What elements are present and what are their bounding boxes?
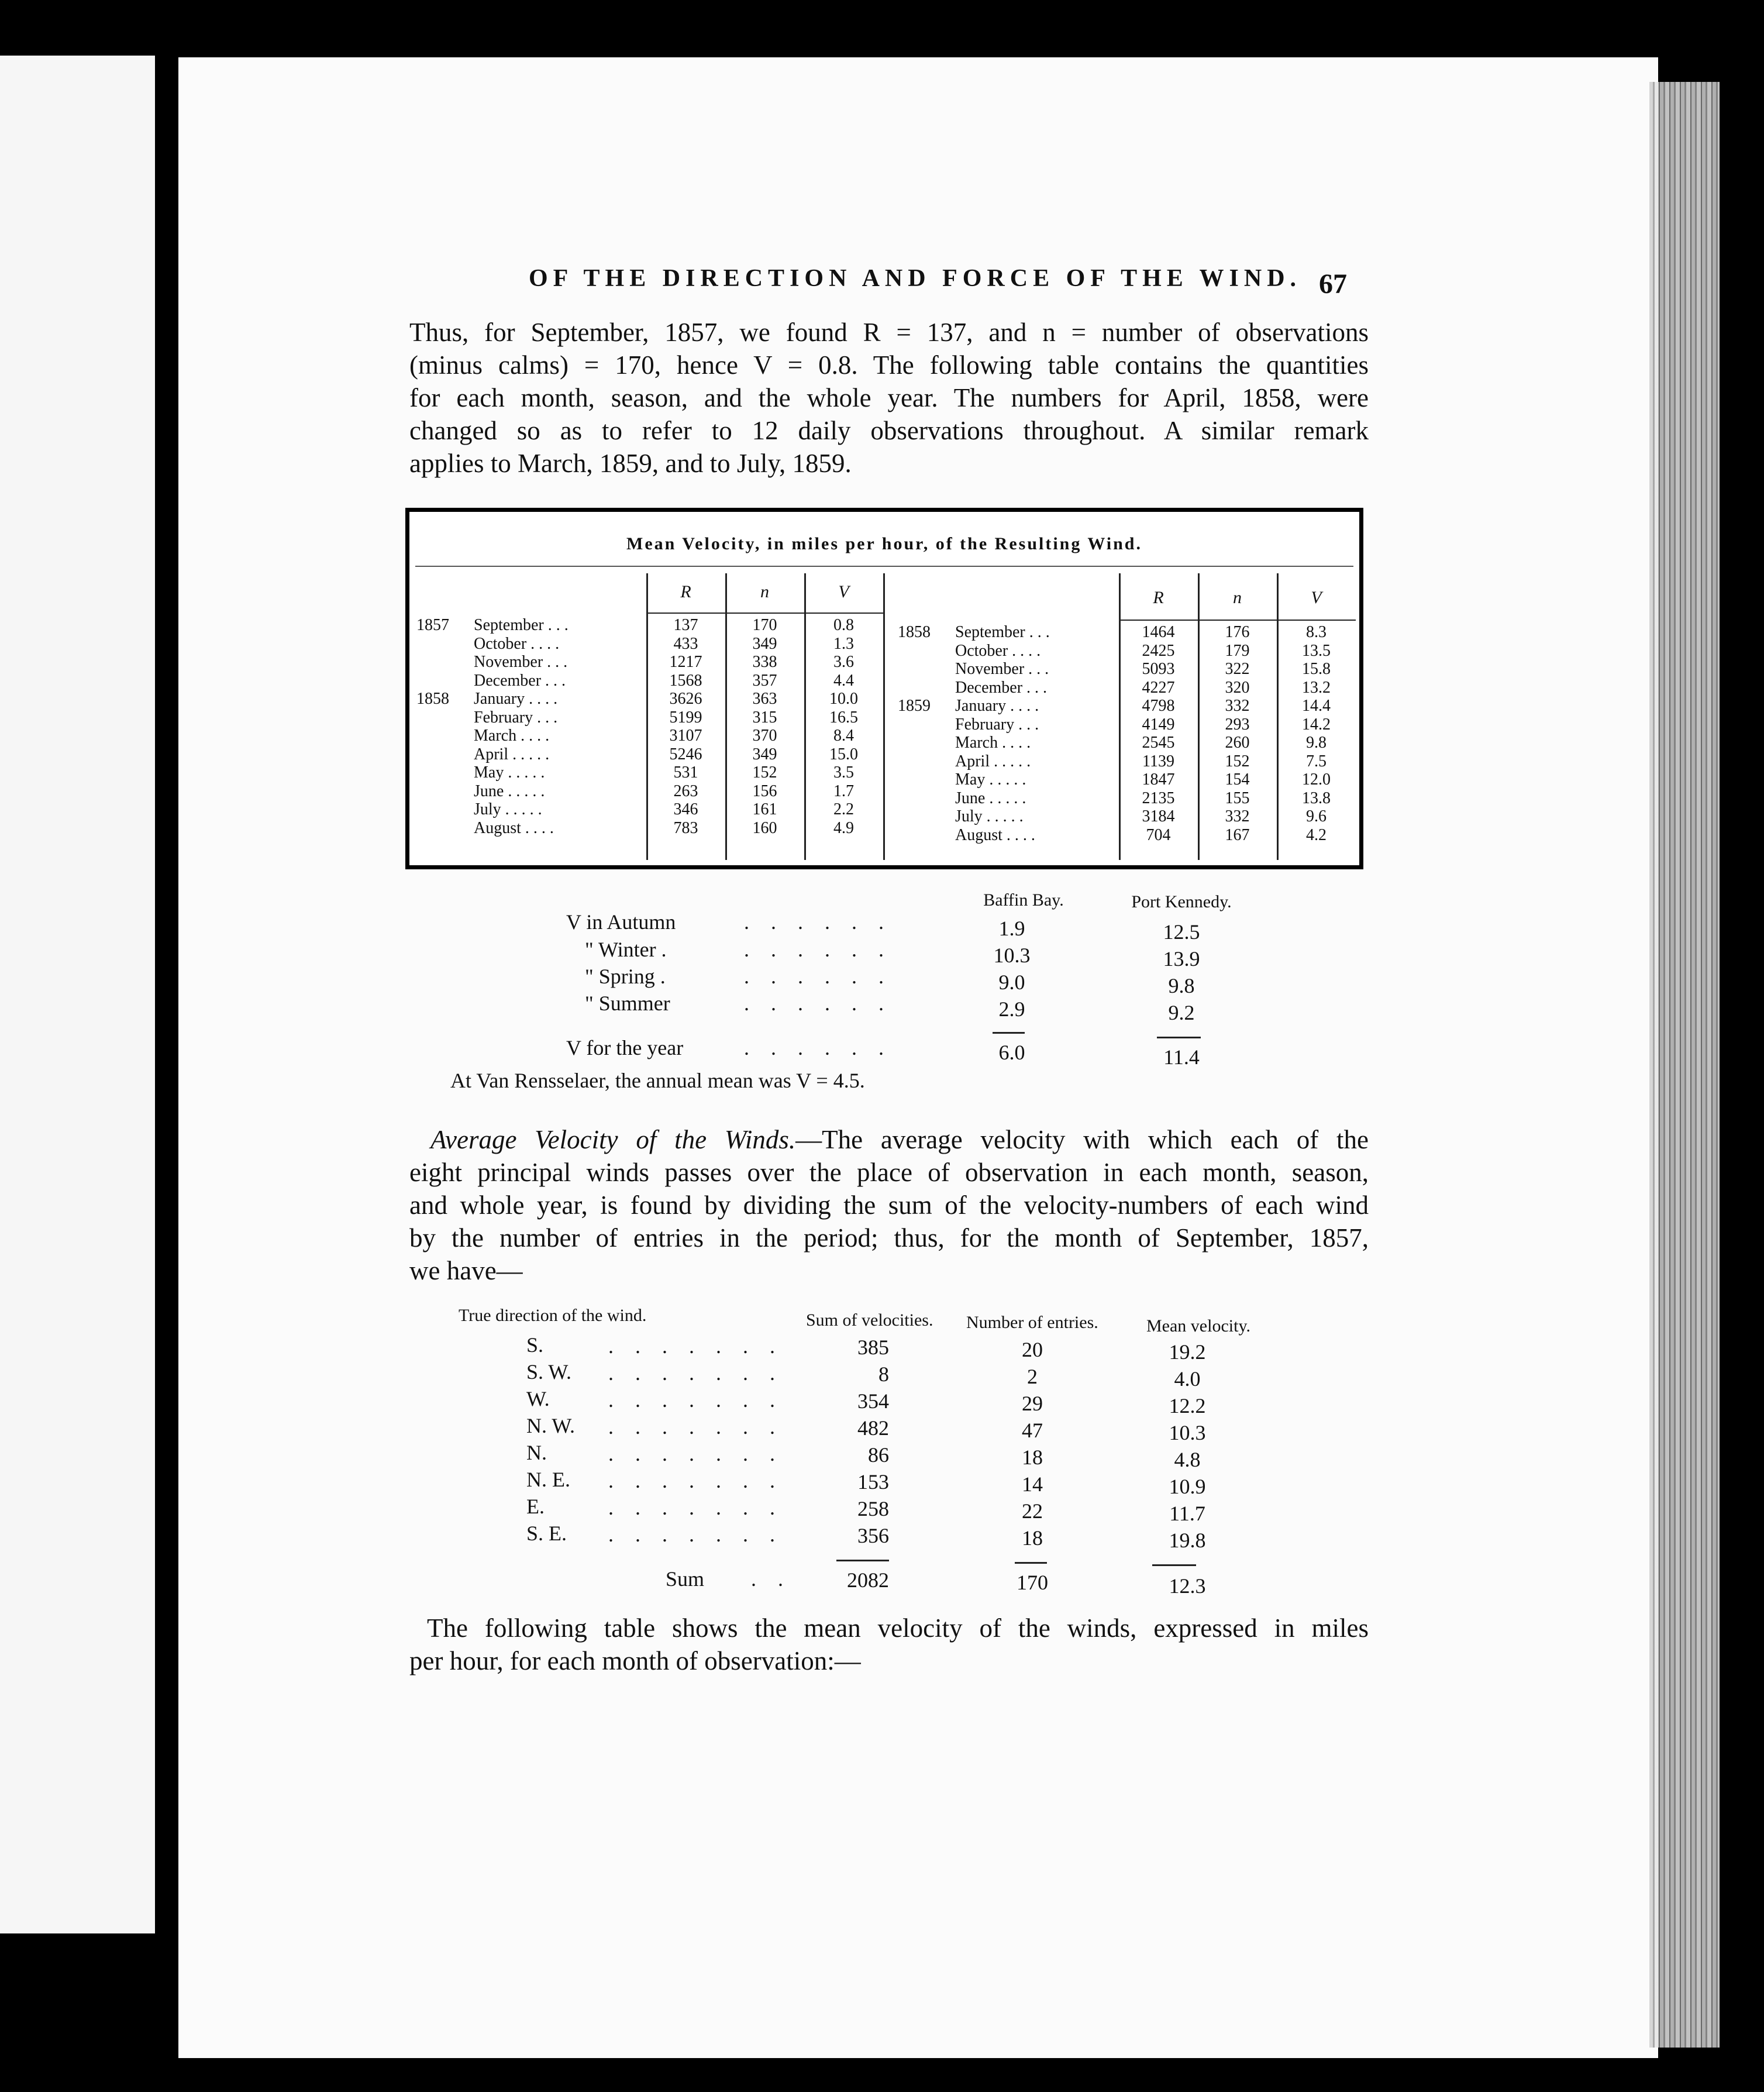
n-value: 338 (752, 653, 777, 671)
r-value-column (1119, 623, 1198, 844)
r-value: 5199 (669, 708, 702, 727)
text-line: changed so as to refer to 12 daily observations throughout. A similar remark (409, 416, 1369, 445)
entries-cell: 2 (1027, 1365, 1038, 1388)
season-label: " Summer (585, 992, 670, 1015)
n-value: 349 (752, 634, 777, 653)
v-value: 4.9 (833, 818, 854, 837)
mean-velocity-table (405, 508, 1363, 869)
direction-cell: N. E. (526, 1468, 570, 1491)
v-value: 1.3 (833, 634, 854, 653)
v-value: 16.5 (829, 708, 858, 727)
month-label: January . . . . (474, 690, 558, 708)
n-value: 160 (752, 818, 777, 837)
month-label: July . . . . . (955, 807, 1024, 825)
direction-cell: E. (526, 1495, 545, 1518)
total-sum: 2082 (847, 1568, 889, 1592)
v-value: 3.5 (833, 763, 854, 782)
n-value: 161 (752, 800, 777, 818)
left-page-edge (0, 56, 155, 1933)
sum-cell: 482 (857, 1416, 889, 1440)
sum-cell: 356 (857, 1524, 889, 1547)
v-value: 15.0 (829, 745, 858, 763)
r-value: 1568 (669, 671, 702, 690)
table-title: Mean Velocity, in miles per hour, of the Resulting Wind. (626, 534, 1142, 553)
r-value: 137 (673, 616, 698, 634)
kennedy-year-value: 11.4 (1163, 1045, 1200, 1069)
r-value: 5246 (669, 745, 702, 763)
text-line: we have— (409, 1256, 523, 1285)
r-value: 704 (1146, 825, 1171, 844)
leader-dots: . . . . . . (744, 910, 892, 934)
direction-cell: S. E. (526, 1522, 567, 1545)
r-value: 2545 (1142, 734, 1175, 752)
month-label: March . . . . (474, 727, 550, 745)
sum-header: Sum of velocities. (806, 1310, 933, 1330)
port-kennedy-header: Port Kennedy. (1131, 892, 1232, 911)
month-label: November . . . (955, 660, 1049, 678)
leader-dots: . . (751, 1567, 791, 1591)
month-label: July . . . . . (474, 800, 542, 818)
v-value: 8.4 (833, 727, 854, 745)
v-value: 8.3 (1306, 623, 1327, 641)
v-value: 9.8 (1306, 734, 1327, 752)
v-value: 1.7 (833, 782, 854, 800)
direction-cell: N. W. (526, 1414, 576, 1437)
r-value: 1847 (1142, 770, 1175, 789)
v-value: 9.6 (1306, 807, 1327, 825)
r-value: 346 (673, 800, 698, 818)
n-value: 357 (752, 671, 777, 690)
n-value: 320 (1225, 678, 1250, 697)
n-value: 293 (1225, 715, 1250, 734)
direction-cell: N. (526, 1441, 547, 1464)
sum-cell: 153 (857, 1470, 889, 1494)
leader-dots: . . . . . . (744, 965, 892, 988)
text-line: applies to March, 1859, and to July, 1859. (409, 449, 852, 478)
month-label: January . . . . (955, 697, 1039, 715)
month-label: May . . . . . (474, 763, 545, 782)
month-label: June . . . . . (955, 789, 1026, 807)
r-value: 3107 (669, 727, 702, 745)
column-header-r: R (680, 582, 691, 601)
sum-rule (1157, 1037, 1201, 1038)
average-velocity-paragraph (409, 1123, 1369, 1287)
month-label-column (474, 616, 569, 837)
n-value: 152 (1225, 752, 1250, 770)
mean-cell: 12.2 (1169, 1394, 1206, 1417)
month-label: November . . . (474, 653, 568, 671)
text-line: The following table shows the mean velocity of the winds, expressed in miles (427, 1613, 1369, 1643)
month-label: March . . . . (955, 734, 1031, 752)
month-label: February . . . (955, 715, 1039, 734)
r-value: 433 (673, 634, 698, 653)
text-line (409, 1123, 1369, 1156)
season-label: V in Autumn (566, 910, 676, 934)
v-value: 7.5 (1306, 752, 1327, 770)
n-value-column (1198, 623, 1277, 844)
n-value: 154 (1225, 770, 1250, 789)
text-line: by the number of entries in the period; thus, for the month of September, 1857, (409, 1223, 1369, 1253)
n-value: 370 (752, 727, 777, 745)
column-header-n: n (760, 582, 769, 601)
divider (415, 566, 1353, 567)
month-label: February . . . (474, 708, 558, 727)
direction-header: True direction of the wind. (459, 1306, 647, 1325)
baffin-value: 9.0 (998, 971, 1025, 994)
leader-dots: . . . . . . (744, 1036, 892, 1059)
v-value: 4.2 (1306, 825, 1327, 844)
leader-dots: . . . . . . . (608, 1388, 783, 1412)
r-value: 4149 (1142, 715, 1175, 734)
kennedy-value: 9.8 (1168, 974, 1195, 997)
month-label-column (955, 623, 1050, 844)
n-value-column (725, 616, 804, 837)
year-label: V for the year (566, 1036, 684, 1059)
text-line: (minus calms) = 170, hence V = 0.8. The following table contains the quantities (409, 350, 1369, 380)
kennedy-value: 9.2 (1168, 1001, 1195, 1024)
baffin-year-value: 6.0 (998, 1041, 1025, 1064)
r-value: 1139 (1142, 752, 1174, 770)
mean-cell: 19.8 (1169, 1529, 1206, 1552)
baffin-value: 10.3 (993, 944, 1031, 967)
n-value: 170 (752, 616, 777, 634)
column-header-v: V (838, 582, 849, 601)
v-value: 15.8 (1302, 660, 1331, 678)
sum-rule (836, 1560, 889, 1561)
mean-cell: 4.8 (1174, 1448, 1201, 1471)
v-value: 13.8 (1302, 789, 1331, 807)
leader-dots: . . . . . . . (608, 1496, 783, 1519)
baffin-value: 1.9 (998, 917, 1025, 940)
text-line: and whole year, is found by dividing the sum of the velocity-numbers of each wind (409, 1190, 1369, 1220)
n-value: 260 (1225, 734, 1250, 752)
r-value: 5093 (1142, 660, 1175, 678)
v-value-column (804, 616, 883, 837)
month-label: April . . . . . (474, 745, 550, 763)
season-label: " Winter . (585, 938, 667, 961)
v-value: 10.0 (829, 690, 858, 708)
column-header-v: V (1311, 588, 1322, 607)
month-label: December . . . (955, 678, 1048, 697)
mean-cell: 11.7 (1169, 1502, 1205, 1525)
direction-cell: S. (526, 1333, 544, 1357)
month-label: April . . . . . (955, 752, 1031, 770)
entries-header: Number of entries. (966, 1313, 1098, 1332)
kennedy-value: 12.5 (1163, 920, 1200, 944)
v-value: 4.4 (833, 671, 854, 690)
r-value: 4798 (1142, 697, 1175, 715)
header-rule (646, 613, 883, 614)
leader-dots: . . . . . . (744, 938, 892, 961)
month-label: June . . . . . (474, 782, 545, 800)
leader-dots: . . . . . . . (608, 1334, 783, 1358)
mean-cell: 19.2 (1169, 1340, 1206, 1364)
sum-rule (1152, 1564, 1196, 1566)
running-head: OF THE DIRECTION AND FORCE OF THE WIND. (529, 265, 1302, 292)
entries-cell: 22 (1022, 1499, 1043, 1523)
mean-cell: 4.0 (1174, 1367, 1201, 1391)
baffin-bay-header: Baffin Bay. (983, 890, 1064, 910)
direction-cell: S. W. (526, 1360, 572, 1384)
header-rule (1119, 620, 1356, 621)
mean-cell: 10.9 (1169, 1475, 1206, 1498)
leader-dots: . . . . . . . (608, 1361, 783, 1385)
baffin-value: 2.9 (998, 997, 1025, 1021)
v-value: 12.0 (1302, 770, 1331, 789)
text-line: eight principal winds passes over the place of observation in each month, season, (409, 1158, 1369, 1187)
entries-cell: 18 (1022, 1446, 1043, 1469)
v-value: 3.6 (833, 653, 854, 671)
sum-cell: 385 (857, 1336, 889, 1359)
month-label: December . . . (474, 671, 566, 690)
r-value: 1217 (669, 653, 702, 671)
page-number: 67 (1319, 269, 1347, 300)
v-value: 13.2 (1302, 678, 1331, 697)
text-line: Thus, for September, 1857, we found R = 137, and n = number of observations (409, 318, 1369, 347)
month-label: September . . . (474, 616, 569, 634)
intro-paragraph (409, 316, 1369, 480)
month-label: September . . . (955, 623, 1050, 641)
r-value: 531 (673, 763, 698, 782)
text-line: for each month, season, and the whole year. The numbers for April, 1858, were (409, 383, 1369, 412)
v-value: 2.2 (833, 800, 854, 818)
r-value: 783 (673, 818, 698, 837)
leader-dots: . . . . . . (744, 992, 892, 1015)
month-label: August . . . . (474, 818, 554, 837)
n-value: 156 (752, 782, 777, 800)
year-label: 1857 (416, 616, 449, 634)
closing-paragraph (409, 1612, 1369, 1677)
v-value: 13.5 (1302, 641, 1331, 660)
r-value: 3626 (669, 690, 702, 708)
v-value: 14.4 (1302, 697, 1331, 715)
entries-cell: 18 (1022, 1526, 1043, 1550)
leader-dots: . . . . . . . (608, 1523, 783, 1546)
r-value: 2425 (1142, 641, 1175, 660)
r-value: 1464 (1142, 623, 1175, 641)
total-entries: 170 (1017, 1571, 1048, 1594)
month-label: August . . . . (955, 825, 1035, 844)
text-line: per hour, for each month of observation:— (409, 1646, 861, 1675)
season-label: " Spring . (585, 965, 666, 988)
r-value: 4227 (1142, 678, 1175, 697)
n-value: 322 (1225, 660, 1250, 678)
year-label: 1858 (416, 690, 449, 708)
column-rule (883, 573, 885, 860)
n-value: 167 (1225, 825, 1250, 844)
sum-label: Sum (666, 1567, 705, 1591)
entries-cell: 20 (1022, 1338, 1043, 1361)
n-value: 152 (752, 763, 777, 782)
sum-cell: 86 (868, 1443, 889, 1467)
r-value: 3184 (1142, 807, 1175, 825)
v-value: 0.8 (833, 616, 854, 634)
section-heading: Average Velocity of the Winds. (430, 1125, 796, 1154)
column-header-r: R (1153, 588, 1164, 607)
month-label: October . . . . (955, 641, 1041, 660)
sum-cell: 258 (857, 1497, 889, 1520)
entries-cell: 29 (1022, 1392, 1043, 1415)
year-label: 1859 (898, 697, 931, 715)
month-label: October . . . . (474, 634, 560, 653)
n-value: 155 (1225, 789, 1250, 807)
entries-cell: 47 (1022, 1419, 1043, 1442)
leader-dots: . . . . . . . (608, 1415, 783, 1439)
v-value-column (1277, 623, 1356, 844)
direction-cell: W. (526, 1387, 550, 1410)
text-span: —The average velocity with which each of the (795, 1125, 1369, 1154)
n-value: 349 (752, 745, 777, 763)
n-value: 179 (1225, 641, 1250, 660)
entries-cell: 14 (1022, 1472, 1043, 1496)
n-value: 332 (1225, 697, 1250, 715)
sum-rule (993, 1032, 1025, 1034)
leader-dots: . . . . . . . (608, 1469, 783, 1492)
sum-rule (1015, 1562, 1047, 1564)
column-header-n: n (1233, 588, 1242, 607)
r-value: 2135 (1142, 789, 1175, 807)
year-label: 1858 (898, 623, 931, 641)
n-value: 315 (752, 708, 777, 727)
r-value-column (646, 616, 725, 837)
sum-cell: 354 (857, 1389, 889, 1413)
n-value: 363 (752, 690, 777, 708)
total-mean: 12.3 (1169, 1574, 1206, 1598)
page-edges (1649, 82, 1720, 2048)
mean-cell: 10.3 (1169, 1421, 1206, 1444)
n-value: 176 (1225, 623, 1250, 641)
r-value: 263 (673, 782, 698, 800)
van-rensselaer-note: At Van Rensselaer, the annual mean was V = 4.5. (450, 1069, 865, 1092)
month-label: May . . . . . (955, 770, 1026, 789)
leader-dots: . . . . . . . (608, 1442, 783, 1465)
sum-cell: 8 (878, 1362, 889, 1386)
n-value: 332 (1225, 807, 1250, 825)
kennedy-value: 13.9 (1163, 947, 1200, 971)
mean-header: Mean velocity. (1146, 1316, 1250, 1336)
v-value: 14.2 (1302, 715, 1331, 734)
